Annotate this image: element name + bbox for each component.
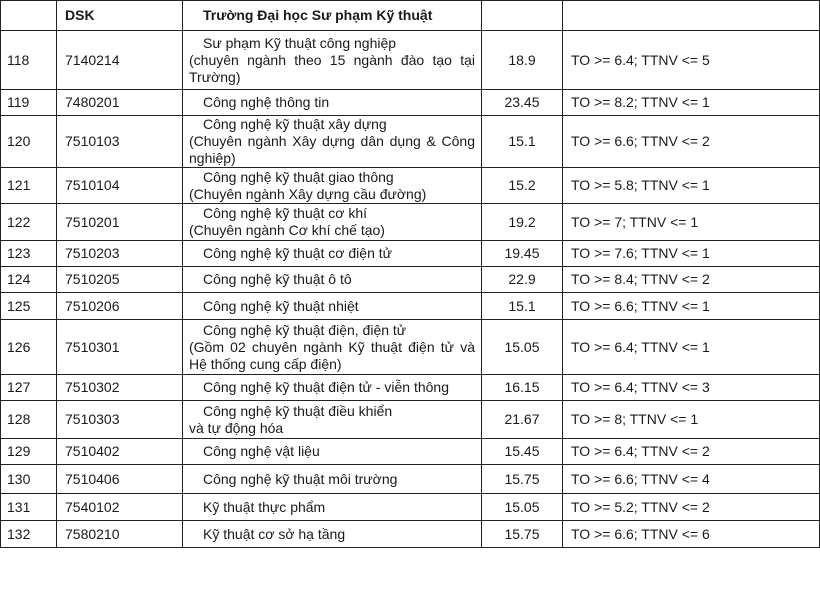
table-row [1, 116, 820, 168]
row-stt: 128 [1, 401, 57, 439]
header-school-label: Trường Đại học Sư phạm Kỹ thuật [203, 7, 433, 23]
row-program-name [183, 494, 482, 521]
row-stt: 123 [1, 241, 57, 267]
row-code: 7510406 [57, 465, 183, 494]
row-score: 15.2 [482, 168, 563, 204]
table-row [1, 401, 820, 439]
program-name-sub: (chuyên ngành theo 15 ngành đào tạo tại Trường) [189, 51, 475, 85]
table-row [1, 494, 820, 521]
row-stt: 129 [1, 439, 57, 465]
row-condition: TO >= 6.6; TTNV <= 2 [563, 116, 820, 168]
program-name-main: Công nghệ kỹ thuật điện tử - viễn thông [203, 379, 449, 395]
row-code: 7510103 [57, 116, 183, 168]
row-program-name [183, 31, 482, 90]
row-code: 7580210 [57, 521, 183, 548]
row-score: 15.1 [482, 293, 563, 320]
row-code: 7510402 [57, 439, 183, 465]
row-score: 21.67 [482, 401, 563, 439]
row-condition: TO >= 7.6; TTNV <= 1 [563, 241, 820, 267]
table-row [1, 31, 820, 90]
header-code: DSK [57, 1, 183, 31]
table-row [1, 521, 820, 548]
row-program-name [183, 241, 482, 267]
row-code: 7540102 [57, 494, 183, 521]
header-school [183, 1, 482, 31]
table-row [1, 168, 820, 204]
header-score [482, 1, 563, 31]
row-condition: TO >= 6.6; TTNV <= 1 [563, 293, 820, 320]
row-score: 15.1 [482, 116, 563, 168]
row-stt: 126 [1, 320, 57, 375]
row-score: 23.45 [482, 90, 563, 116]
row-program-name [183, 439, 482, 465]
program-name-main: Kỹ thuật thực phẩm [203, 498, 326, 515]
row-condition: TO >= 8.2; TTNV <= 1 [563, 90, 820, 116]
program-name-main: Công nghệ thông tin [203, 94, 330, 110]
row-score: 19.45 [482, 241, 563, 267]
row-condition: TO >= 5.8; TTNV <= 1 [563, 168, 820, 204]
row-condition: TO >= 8.4; TTNV <= 2 [563, 267, 820, 293]
row-code: 7510104 [57, 168, 183, 204]
program-name-main: Công nghệ kỹ thuật nhiệt [203, 297, 359, 314]
program-name-main: Công nghệ kỹ thuật cơ điện tử [203, 245, 392, 261]
row-program-name [183, 168, 482, 204]
row-stt: 130 [1, 465, 57, 494]
program-name-sub: (Chuyên ngành Cơ khí chế tạo) [189, 222, 385, 238]
table-row [1, 465, 820, 494]
row-program-name [183, 521, 482, 548]
row-stt: 132 [1, 521, 57, 548]
table-row [1, 375, 820, 401]
program-name-main: Công nghệ kỹ thuật điều khiển [203, 402, 393, 419]
program-name-main: Công nghệ vật liệu [203, 443, 320, 459]
row-code: 7510302 [57, 375, 183, 401]
row-condition: TO >= 6.6; TTNV <= 4 [563, 465, 820, 494]
row-program-name [183, 204, 482, 241]
row-code: 7140214 [57, 31, 183, 90]
row-code: 7510201 [57, 204, 183, 241]
program-name-main: Sư phạm Kỹ thuật công nghiệp [203, 34, 397, 51]
row-score: 15.05 [482, 494, 563, 521]
row-program-name [183, 90, 482, 116]
row-code: 7510206 [57, 293, 183, 320]
row-condition: TO >= 6.4; TTNV <= 3 [563, 375, 820, 401]
row-stt: 127 [1, 375, 57, 401]
row-program-name [183, 267, 482, 293]
row-code: 7510303 [57, 401, 183, 439]
row-stt: 125 [1, 293, 57, 320]
row-stt: 119 [1, 90, 57, 116]
table-row [1, 204, 820, 241]
program-name-sub: và tự động hóa [189, 419, 284, 436]
row-stt: 120 [1, 116, 57, 168]
table-row [1, 439, 820, 465]
program-name-main: Công nghệ kỹ thuật cơ khí [203, 205, 368, 221]
row-program-name [183, 320, 482, 375]
program-name-main: Công nghệ kỹ thuật ô tô [203, 271, 352, 287]
program-name-main: Kỹ thuật cơ sở hạ tầng [203, 525, 346, 542]
row-program-name [183, 375, 482, 401]
program-name-sub: (Chuyên ngành Xây dựng dân dụng & Công nghiệp) [189, 133, 475, 166]
row-stt: 118 [1, 31, 57, 90]
row-program-name [183, 116, 482, 168]
row-score: 15.75 [482, 465, 563, 494]
row-score: 19.2 [482, 204, 563, 241]
row-program-name [183, 465, 482, 494]
table-row [1, 90, 820, 116]
program-name-main: Công nghệ kỹ thuật môi trường [203, 470, 398, 487]
row-condition: TO >= 6.6; TTNV <= 6 [563, 521, 820, 548]
row-condition: TO >= 8; TTNV <= 1 [563, 401, 820, 439]
row-score: 15.05 [482, 320, 563, 375]
table-row [1, 241, 820, 267]
row-code: 7510301 [57, 320, 183, 375]
row-score: 22.9 [482, 267, 563, 293]
header-condition [563, 1, 820, 31]
row-condition: TO >= 7; TTNV <= 1 [563, 204, 820, 241]
row-condition: TO >= 6.4; TTNV <= 2 [563, 439, 820, 465]
row-score: 18.9 [482, 31, 563, 90]
row-score: 16.15 [482, 375, 563, 401]
program-name-main: Công nghệ kỹ thuật xây dựng [203, 116, 387, 132]
table-row [1, 320, 820, 375]
row-condition: TO >= 6.4; TTNV <= 5 [563, 31, 820, 90]
row-stt: 124 [1, 267, 57, 293]
row-stt: 121 [1, 168, 57, 204]
row-condition: TO >= 5.2; TTNV <= 2 [563, 494, 820, 521]
program-name-main: Công nghệ kỹ thuật điện, điện tử [203, 321, 407, 338]
program-name-sub: (Gồm 02 chuyên ngành Kỹ thuật điện tử và Hệ thống cung cấp điện) [189, 338, 475, 372]
row-code: 7480201 [57, 90, 183, 116]
row-code: 7510203 [57, 241, 183, 267]
program-name-sub: (Chuyên ngành Xây dựng cầu đường) [189, 185, 427, 202]
row-code: 7510205 [57, 267, 183, 293]
row-stt: 122 [1, 204, 57, 241]
row-score: 15.75 [482, 521, 563, 548]
row-stt: 131 [1, 494, 57, 521]
table-row [1, 267, 820, 293]
program-name-main: Công nghệ kỹ thuật giao thông [203, 168, 394, 185]
header-stt [1, 1, 57, 31]
table-header-row [1, 1, 820, 31]
row-score: 15.45 [482, 439, 563, 465]
row-program-name [183, 293, 482, 320]
table-row [1, 293, 820, 320]
row-program-name [183, 401, 482, 439]
row-condition: TO >= 6.4; TTNV <= 1 [563, 320, 820, 375]
